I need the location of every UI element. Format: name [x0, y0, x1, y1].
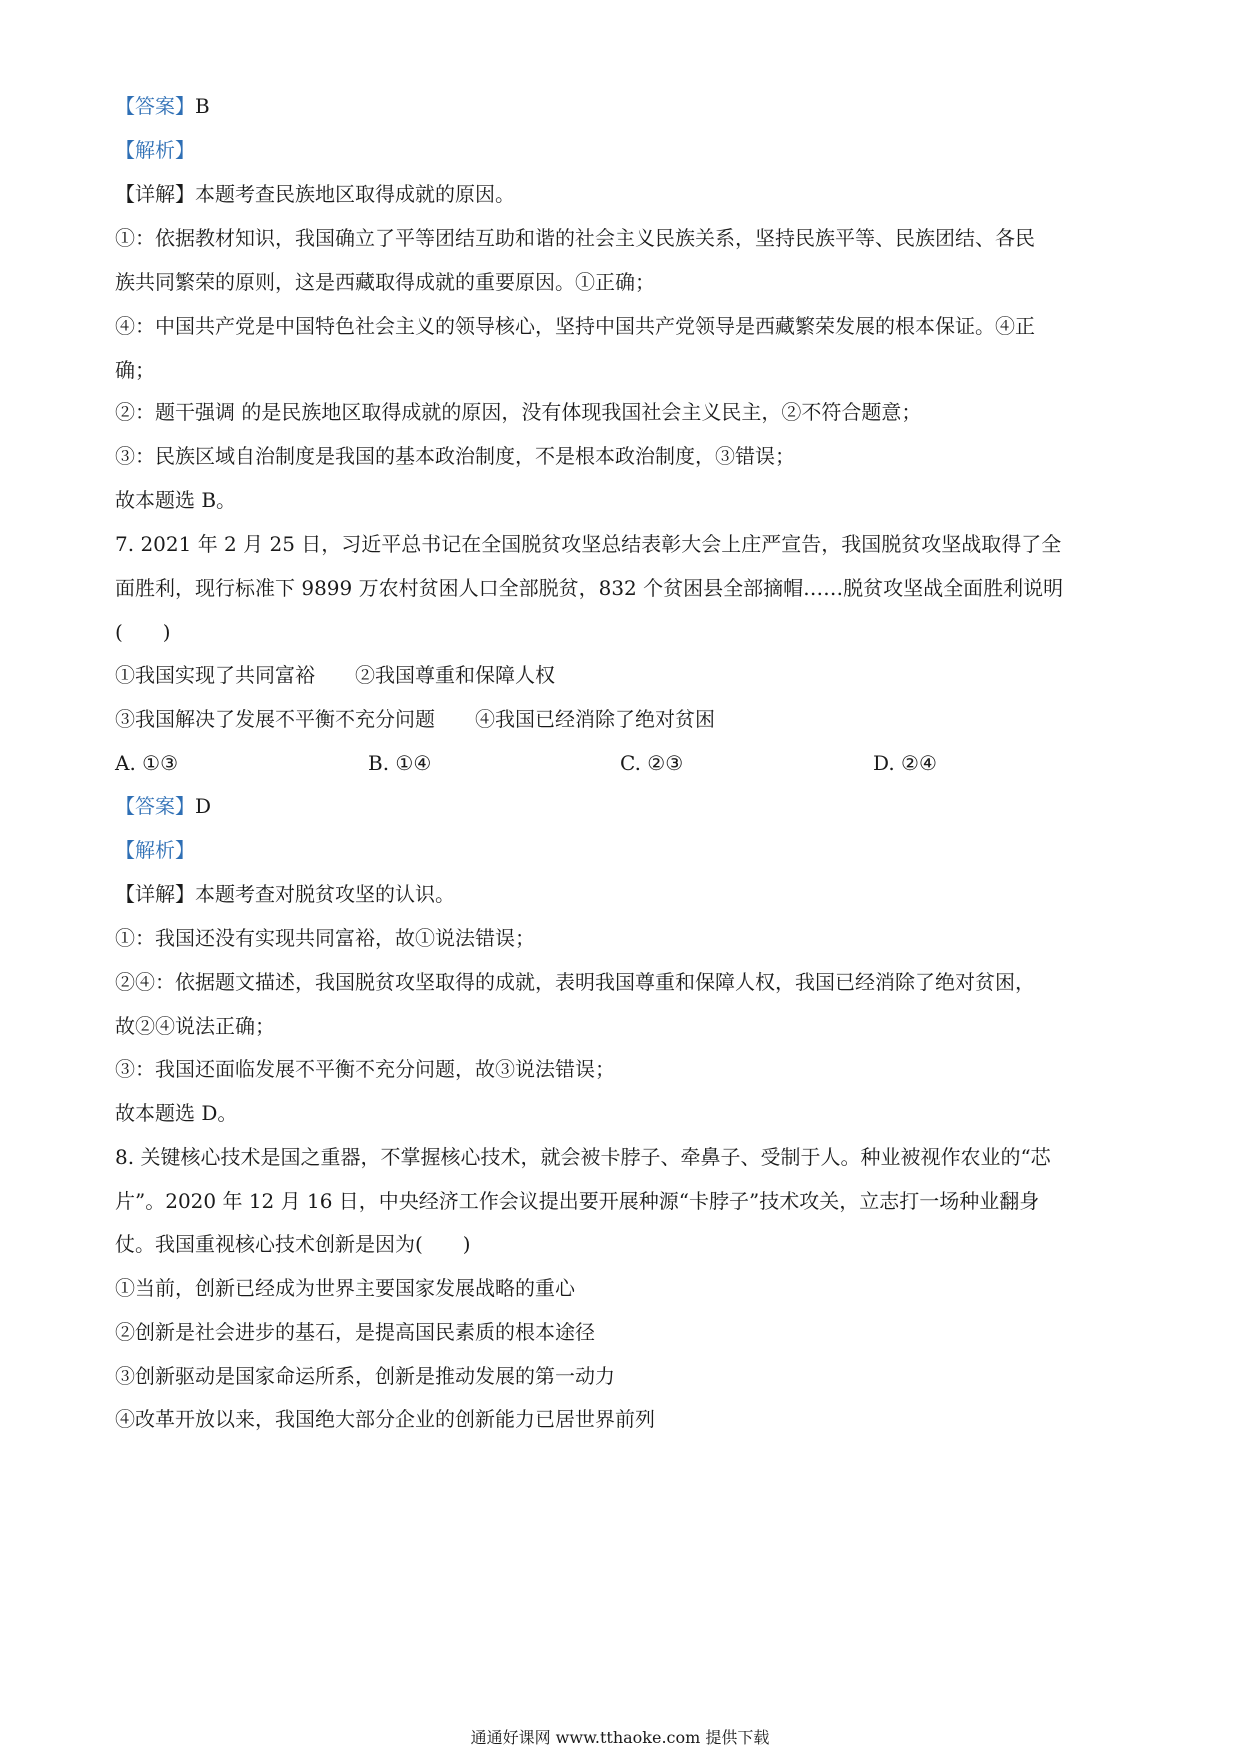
q6-paragraph-2-line-1: ④：中国共产党是中国特色社会主义的领导核心，坚持中国共产党领导是西藏繁荣发展的根本保证。④正	[115, 314, 1035, 338]
q6-answer	[115, 92, 210, 120]
q7-paragraph-1: ①：我国还没有实现共同富裕，故①说法错误；	[115, 926, 535, 950]
q7-conclusion: 故本题选 D。	[115, 1101, 238, 1125]
answer-label: 【答案】	[115, 794, 195, 818]
q8-item-2: ②创新是社会进步的基石，是提高国民素质的根本途径	[115, 1320, 595, 1344]
q7-items-line-1: ①我国实现了共同富裕 ②我国尊重和保障人权	[115, 663, 555, 687]
q7-paragraph-2-line-1: ②④：依据题文描述，我国脱贫攻坚取得的成就，表明我国尊重和保障人权，我国已经消除了绝对贫困，	[115, 970, 1035, 994]
q8-stem-line-2: 片”。2020 年 12 月 16 日，中央经济工作会议提出要开展种源“卡脖子”技术攻关，立志打一场种业翻身	[115, 1189, 1040, 1213]
q6-detail	[115, 180, 515, 208]
q8-item-1: ①当前，创新已经成为世界主要国家发展战略的重心	[115, 1276, 575, 1300]
option-b: B. ①④	[368, 751, 432, 775]
q7-analysis-label: 【解析】	[115, 838, 195, 862]
q6-paragraph-2-line-2: 确；	[115, 358, 155, 382]
q6-paragraph-1-line-1: ①：依据教材知识，我国确立了平等团结互助和谐的社会主义民族关系，坚持民族平等、民族团结、各民	[115, 226, 1035, 250]
option-c: C. ②③	[620, 751, 684, 775]
q7-detail	[115, 880, 455, 908]
q7-paragraph-2-line-2: 故②④说法正确；	[115, 1014, 275, 1038]
q7-paragraph-3: ③：我国还面临发展不平衡不充分问题，故③说法错误；	[115, 1057, 615, 1081]
option-a: A. ①③	[115, 751, 179, 775]
q7-items-line-2: ③我国解决了发展不平衡不充分问题 ④我国已经消除了绝对贫困	[115, 707, 715, 731]
q7-stem-line-1: 7. 2021 年 2 月 25 日，习近平总书记在全国脱贫攻坚总结表彰大会上庄严宣告，我国脱贫攻坚战取得了全	[115, 532, 1062, 556]
q6-paragraph-3: ②：题干强调 的是民族地区取得成就的原因，没有体现我国社会主义民主，②不符合题意；	[115, 400, 922, 424]
q6-conclusion: 故本题选 B。	[115, 488, 237, 512]
page-footer: 通通好课网 www.tthaoke.com 提供下载	[470, 1728, 770, 1747]
q7-stem-line-2: 面胜利，现行标准下 9899 万农村贫困人口全部脱贫，832 个贫困县全部摘帽……脱贫攻坚战全面胜利说明	[115, 576, 1064, 600]
answer-label: 【答案】	[115, 94, 195, 118]
q6-paragraph-1-line-2: 族共同繁荣的原则，这是西藏取得成就的重要原因。①正确；	[115, 270, 655, 294]
q8-item-3: ③创新驱动是国家命运所系，创新是推动发展的第一动力	[115, 1364, 615, 1388]
q8-stem-line-3: 仗。我国重视核心技术创新是因为( )	[115, 1232, 471, 1256]
q7-stem-line-3: ( )	[115, 620, 171, 644]
q8-stem-line-1: 8. 关键核心技术是国之重器，不掌握核心技术，就会被卡脖子、牵鼻子、受制于人。种业被视作农业的“芯	[115, 1145, 1051, 1169]
detail-text: 本题考查对脱贫攻坚的认识。	[195, 882, 455, 906]
detail-label: 【详解】	[115, 182, 195, 206]
q7-answer	[115, 792, 211, 820]
detail-label: 【详解】	[115, 882, 195, 906]
q7-options	[115, 749, 1125, 777]
q6-analysis-label: 【解析】	[115, 138, 195, 162]
answer-value: B	[195, 94, 210, 118]
q6-paragraph-4: ③：民族区域自治制度是我国的基本政治制度，不是根本政治制度，③错误；	[115, 444, 795, 468]
option-d: D. ②④	[873, 751, 937, 775]
detail-text: 本题考查民族地区取得成就的原因。	[195, 182, 515, 206]
q8-item-4: ④改革开放以来，我国绝大部分企业的创新能力已居世界前列	[115, 1407, 655, 1431]
answer-value: D	[195, 794, 212, 818]
